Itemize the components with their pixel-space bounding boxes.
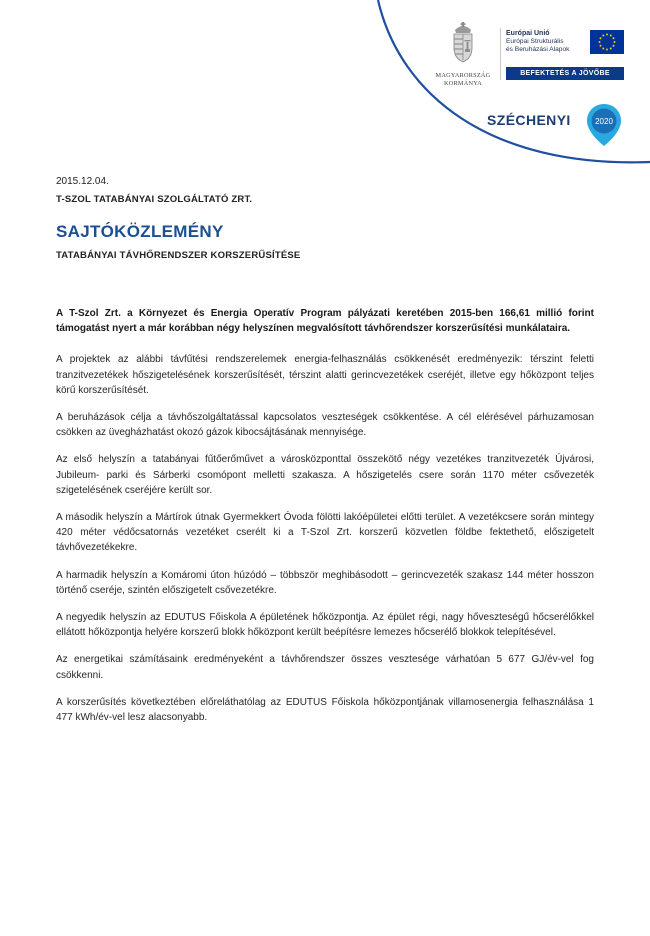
body-paragraph: Az első helyszín a tatabányai fűtőerőművet a városközponttal összekötő négy vezetékes tranzitvezeték Újvárosi, Jubileum- parki és Sárberki csomópont melletti szakasza. A hőszigetelés csere során 1170 méter csővezeték szigetelésének cseréjére került sor. [56,454,594,496]
body-paragraph: Az energetikai számításaink eredményeként a távhőrendszer összes vesztesége várhatóan 5 677 GJ/év-vel fog csökkenni. [56,654,594,681]
eu-star [613,37,615,39]
body-paragraph: A második helyszín a Mártírok útnak Gyermekkert Óvoda fölötti lakóépületei előtti terület. A vezetékcsere során mintegy 420 méter védőcsatornás vezetéket cserélt ki a T-Szol Zrt. korszerű közvetlen földbe fektethető, előszigetelt távhővezetékekre. [56,512,594,554]
eu-star [606,49,608,51]
lead-paragraph: A T-Szol Zrt. a Környezet és Energia Operatív Program pályázati keretében 2015-ben 166,61 millió forint támogatást nyert a már korábban négy helyszínen megvalósított távhőrendszer korszerűsítési munkálataira. [56,308,594,335]
eu-star [610,35,612,37]
gov-text-line2: KORMÁNYA [444,80,482,87]
eu-star [614,41,616,43]
eu-star [610,48,612,50]
eu-banner: BEFEKTETÉS A JÖVŐBE [506,67,624,80]
szechenyi-location-pin-icon [586,103,622,147]
szechenyi-logo-text: SZÉCHENYI [487,112,571,128]
hungarian-government-logo [430,22,496,88]
eu-star [602,48,604,50]
eu-star [606,34,608,36]
release-date: 2015.12.04. [56,176,109,187]
eu-star [613,45,615,47]
body-paragraph: A negyedik helyszín az EDUTUS Főiskola A épületének hőközpontja. Az épület régi, nagy hőveszteségű hőcserélőkkel ellátott hőközpontja helyére korszerű blokk hőközpont került beépítésre lemezes hőcserélő blokkok telepítésével. [56,612,594,639]
release-body [56,306,594,737]
logo-divider [500,28,501,80]
szechenyi-year: 2020 [595,117,613,126]
eu-star [600,45,602,47]
eu-line2: Európai Strukturális [506,38,564,45]
eu-star [599,41,601,43]
eu-flag-icon [590,30,624,54]
body-paragraph: A projektek az alábbi távfűtési rendszerelemek energia-felhasználás csökkenését eredményezik: térszint feletti tranzitvezetékek hőszigetelésének korszerűsítését, térszint alatti gerincvezetékek cseréjét, illetve egy hőközpont teljes körű korszerűsítését. [56,354,594,396]
body-paragraph: A beruházások célja a távhőszolgáltatással kapcsolatos veszteségek csökkentése. A cél elérésével párhuzamosan csökken az üvegházhatást okozó gázok kibocsájtásának mennyisége. [56,412,594,439]
eu-star [602,35,604,37]
hungarian-coat-of-arms-icon [449,22,477,64]
eu-star [600,37,602,39]
body-paragraph: A harmadik helyszín a Komáromi úton húzódó – többször meghibásodott – gerincvezeték szakasz 144 méter hosszon történő cseréje, szintén előszigetelt csővezetékre. [56,569,594,596]
page-title: SAJTÓKÖZLEMÉNY [56,222,224,241]
gov-text-line1: MAGYARORSZÁG [435,72,491,79]
eu-line3: és Beruházási Alapok [506,46,570,53]
company-name: T-SZOL TATABÁNYAI SZOLGÁLTATÓ ZRT. [56,194,253,205]
eu-text-block [506,30,572,54]
body-paragraph: A korszerűsítés következtében előreláthatólag az EDUTUS Főiskola hőközpontjának villamosenergia felhasználása 1 477 kWh/év-vel lesz alacsonyabb. [56,696,594,724]
eu-title: Európai Unió [506,30,550,37]
page-subtitle: TATABÁNYAI TÁVHŐRENDSZER KORSZERŰSÍTÉSE [56,250,301,261]
